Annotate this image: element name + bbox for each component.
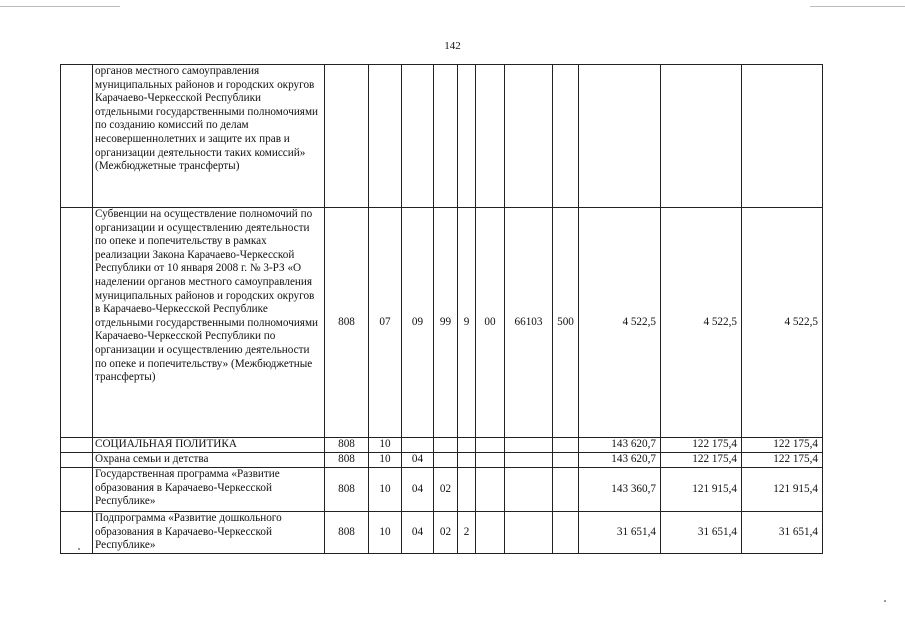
admin-code-cell <box>325 65 369 208</box>
description-cell: Подпрограмма «Развитие дошкольного образования в Карачаево-Черкесской Республике» <box>93 512 325 554</box>
section-cell: 10 <box>369 453 402 468</box>
top-left-scan-line <box>0 6 120 7</box>
description-cell: Субвенции на осуществление полномочий по организации и осуществлению деятельности по опеке и попечительству в рамках реализации Закона Карачаево-Черкесской Республики от 10 января 2008 г. № 3-РЗ «О наделении органов местного самоуправления муниципальных районов и городских округов в Карачаево-Черкесской Республике отдельными государственными полномочиями Карачаево-Черкесской Республики по организации и осуществлению деятельности по опеке и попечительству» (Межбюджетные трансферты) <box>93 208 325 438</box>
subsection-cell: 09 <box>402 208 434 438</box>
expense-kind-cell <box>553 65 579 208</box>
direction-cell <box>476 438 505 453</box>
admin-code-cell: 808 <box>325 468 369 512</box>
program-cell <box>434 453 458 468</box>
section-cell <box>369 65 402 208</box>
amount-year1-cell: 143 620,7 <box>579 453 661 468</box>
amount-year1-cell: 143 360,7 <box>579 468 661 512</box>
section-cell: 07 <box>369 208 402 438</box>
expense-code-cell <box>505 512 553 554</box>
amount-year3-cell: 121 915,4 <box>742 468 823 512</box>
amount-year3-cell: 31 651,4 <box>742 512 823 554</box>
direction-cell <box>476 65 505 208</box>
subprogram-cell: 9 <box>458 208 476 438</box>
expense-kind-cell <box>553 512 579 554</box>
amount-year3-cell <box>742 65 823 208</box>
row-number-cell <box>61 65 93 208</box>
amount-year1-cell <box>579 65 661 208</box>
description-cell: СОЦИАЛЬНАЯ ПОЛИТИКА <box>93 438 325 453</box>
subprogram-cell <box>458 65 476 208</box>
row-number-cell <box>61 468 93 512</box>
amount-year2-cell: 31 651,4 <box>661 512 742 554</box>
amount-year2-cell: 122 175,4 <box>661 453 742 468</box>
row-number-cell <box>61 512 93 554</box>
description-cell: органов местного самоуправления муниципальных районов и городских округов Карачаево-Черкесской Республики отдельными государственными полномочиями по созданию комиссий по делам несовершеннолетних и защите их прав и организации деятельности таких комиссий» (Межбюджетные трансферты) <box>93 65 325 208</box>
program-cell <box>434 65 458 208</box>
admin-code-cell: 808 <box>325 512 369 554</box>
expense-kind-cell <box>553 453 579 468</box>
amount-year3-cell: 122 175,4 <box>742 438 823 453</box>
admin-code-cell: 808 <box>325 453 369 468</box>
amount-year2-cell: 4 522,5 <box>661 208 742 438</box>
table-row <box>61 208 823 438</box>
table-row <box>61 512 823 554</box>
expense-kind-cell: 500 <box>553 208 579 438</box>
amount-year3-cell: 4 522,5 <box>742 208 823 438</box>
section-cell: 10 <box>369 438 402 453</box>
amount-year1-cell: 31 651,4 <box>579 512 661 554</box>
table-row <box>61 468 823 512</box>
section-cell: 10 <box>369 468 402 512</box>
row-number-cell <box>61 438 93 453</box>
subsection-cell: 04 <box>402 453 434 468</box>
amount-year2-cell: 122 175,4 <box>661 438 742 453</box>
table-row <box>61 65 823 208</box>
expense-code-cell <box>505 65 553 208</box>
expense-code-cell: 66103 <box>505 208 553 438</box>
amount-year1-cell: 4 522,5 <box>579 208 661 438</box>
table-row <box>61 438 823 453</box>
amount-year3-cell: 122 175,4 <box>742 453 823 468</box>
subsection-cell <box>402 65 434 208</box>
expense-kind-cell <box>553 468 579 512</box>
program-cell: 99 <box>434 208 458 438</box>
row-number-cell <box>61 453 93 468</box>
description-cell: Государственная программа «Развитие образования в Карачаево-Черкесской Республике» <box>93 468 325 512</box>
description-cell: Охрана семьи и детства <box>93 453 325 468</box>
expense-code-cell <box>505 468 553 512</box>
program-cell <box>434 438 458 453</box>
table-row <box>61 453 823 468</box>
subprogram-cell <box>458 468 476 512</box>
program-cell: 02 <box>434 512 458 554</box>
amount-year1-cell: 143 620,7 <box>579 438 661 453</box>
page-number: 142 <box>444 40 461 52</box>
amount-year2-cell: 121 915,4 <box>661 468 742 512</box>
row-number-cell <box>61 208 93 438</box>
direction-cell <box>476 512 505 554</box>
admin-code-cell: 808 <box>325 208 369 438</box>
subsection-cell <box>402 438 434 453</box>
section-cell: 10 <box>369 512 402 554</box>
expense-kind-cell <box>553 438 579 453</box>
subprogram-cell <box>458 438 476 453</box>
direction-cell <box>476 468 505 512</box>
amount-year2-cell <box>661 65 742 208</box>
admin-code-cell: 808 <box>325 438 369 453</box>
direction-cell: 00 <box>476 208 505 438</box>
scan-speck <box>884 600 886 602</box>
subsection-cell: 04 <box>402 468 434 512</box>
subsection-cell: 04 <box>402 512 434 554</box>
subprogram-cell <box>458 453 476 468</box>
direction-cell <box>476 453 505 468</box>
program-cell: 02 <box>434 468 458 512</box>
budget-table <box>60 64 823 554</box>
expense-code-cell <box>505 438 553 453</box>
subprogram-cell: 2 <box>458 512 476 554</box>
expense-code-cell <box>505 453 553 468</box>
top-right-scan-line <box>810 6 905 7</box>
